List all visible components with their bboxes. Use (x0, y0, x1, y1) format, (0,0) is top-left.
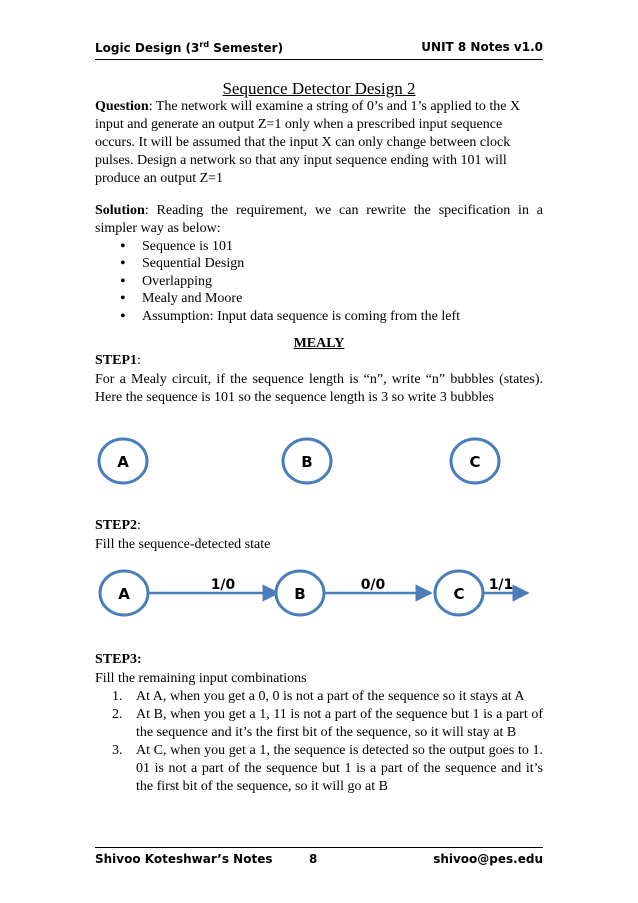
list-item (112, 706, 543, 742)
step3-text: Fill the remaining input combinations (95, 671, 307, 686)
state-label-c: C (469, 453, 481, 471)
list-item-number: 2. (112, 707, 123, 722)
list-item-text: At A, when you get a 0, 0 is not a part of the sequence so it stays at A (136, 689, 525, 704)
transition-label-c-out: 1/1 (488, 577, 514, 593)
step2-label: STEP2 (95, 518, 138, 533)
mealy-heading: MEALY (293, 336, 345, 351)
step1-diagram (99, 439, 499, 483)
list-item-number: 1. (112, 689, 123, 704)
state-bubble-c (451, 439, 499, 483)
bullet-item: • Sequence is 101 (120, 238, 460, 255)
list-item (112, 688, 543, 706)
header-course-sup: rd (199, 40, 210, 49)
state-label-b: B (301, 453, 313, 471)
state-bubble-a (99, 439, 147, 483)
header-unit: UNIT 8 Notes v1.0 (421, 40, 543, 54)
transition-label-b-c: 0/0 (360, 577, 386, 593)
step1-label: STEP1 (95, 353, 138, 368)
footer-author: Shivoo Koteshwar’s Notes (95, 852, 273, 866)
state-label-a: A (117, 453, 129, 471)
transition-label-a-b: 1/0 (210, 577, 236, 593)
question-label: Question (95, 99, 149, 114)
step1-text: For a Mealy circuit, if the sequence length is “n”, write “n” bubbles (states). Here the sequence is 101 so the sequence length is 3 so write 3 bubbles (95, 372, 543, 405)
bullet-item: • Overlapping (120, 273, 460, 290)
page-number: 8 (309, 852, 318, 866)
state-label-c: C (453, 585, 465, 603)
solution-label: Solution (95, 203, 145, 218)
solution-text: : Reading the requirement, we can rewrite the specification in a simpler way as below: (95, 203, 543, 236)
list-item-text: At C, when you get a 1, the sequence is detected so the output goes to 1. 01 is not a part of the sequence but 1 is a part of the sequence and it’s the first bit of the sequence, so it will go at B (136, 743, 543, 794)
header-course-main: Logic Design (3 (95, 41, 200, 55)
step2-heading (95, 518, 141, 534)
bullet-item: • Sequential Design (120, 255, 460, 272)
step2-diagram (100, 571, 528, 615)
header-course-tail: Semester) (209, 41, 284, 55)
step3-heading: STEP3: (95, 652, 142, 667)
question-text: : The network will examine a string of 0’s and 1’s applied to the X input and generate an output Z=1 only when a prescribed input sequence occurs. It will be assumed that the input X can only change between clock pulses. Design a network so that any input sequence ending with 101 will produce an output Z=1 (95, 99, 521, 186)
page-title: Sequence Detector Design 2 (222, 79, 416, 98)
list-item-text: At B, when you get a 1, 11 is not a part of the sequence but 1 is a part of the sequence and it’s the first bit of the sequence, so it will stay at B (136, 707, 543, 740)
state-bubble-b (276, 571, 324, 615)
list-item-number: 3. (112, 743, 123, 758)
step3-list (112, 688, 543, 796)
step2-text: Fill the sequence-detected state (95, 537, 271, 552)
list-item (112, 742, 543, 796)
state-bubble-b (283, 439, 331, 483)
state-label-a: A (118, 585, 130, 603)
state-label-b: B (294, 585, 306, 603)
bullet-item: • Assumption: Input data sequence is coming from the left (120, 308, 460, 325)
state-bubble-c (435, 571, 483, 615)
footer-rule (95, 847, 543, 848)
step2-colon: : (137, 518, 141, 533)
state-bubble-a (100, 571, 148, 615)
bullet-item: • Mealy and Moore (120, 290, 460, 307)
footer-email: shivoo@pes.edu (433, 852, 543, 866)
step1-colon: : (137, 353, 141, 368)
